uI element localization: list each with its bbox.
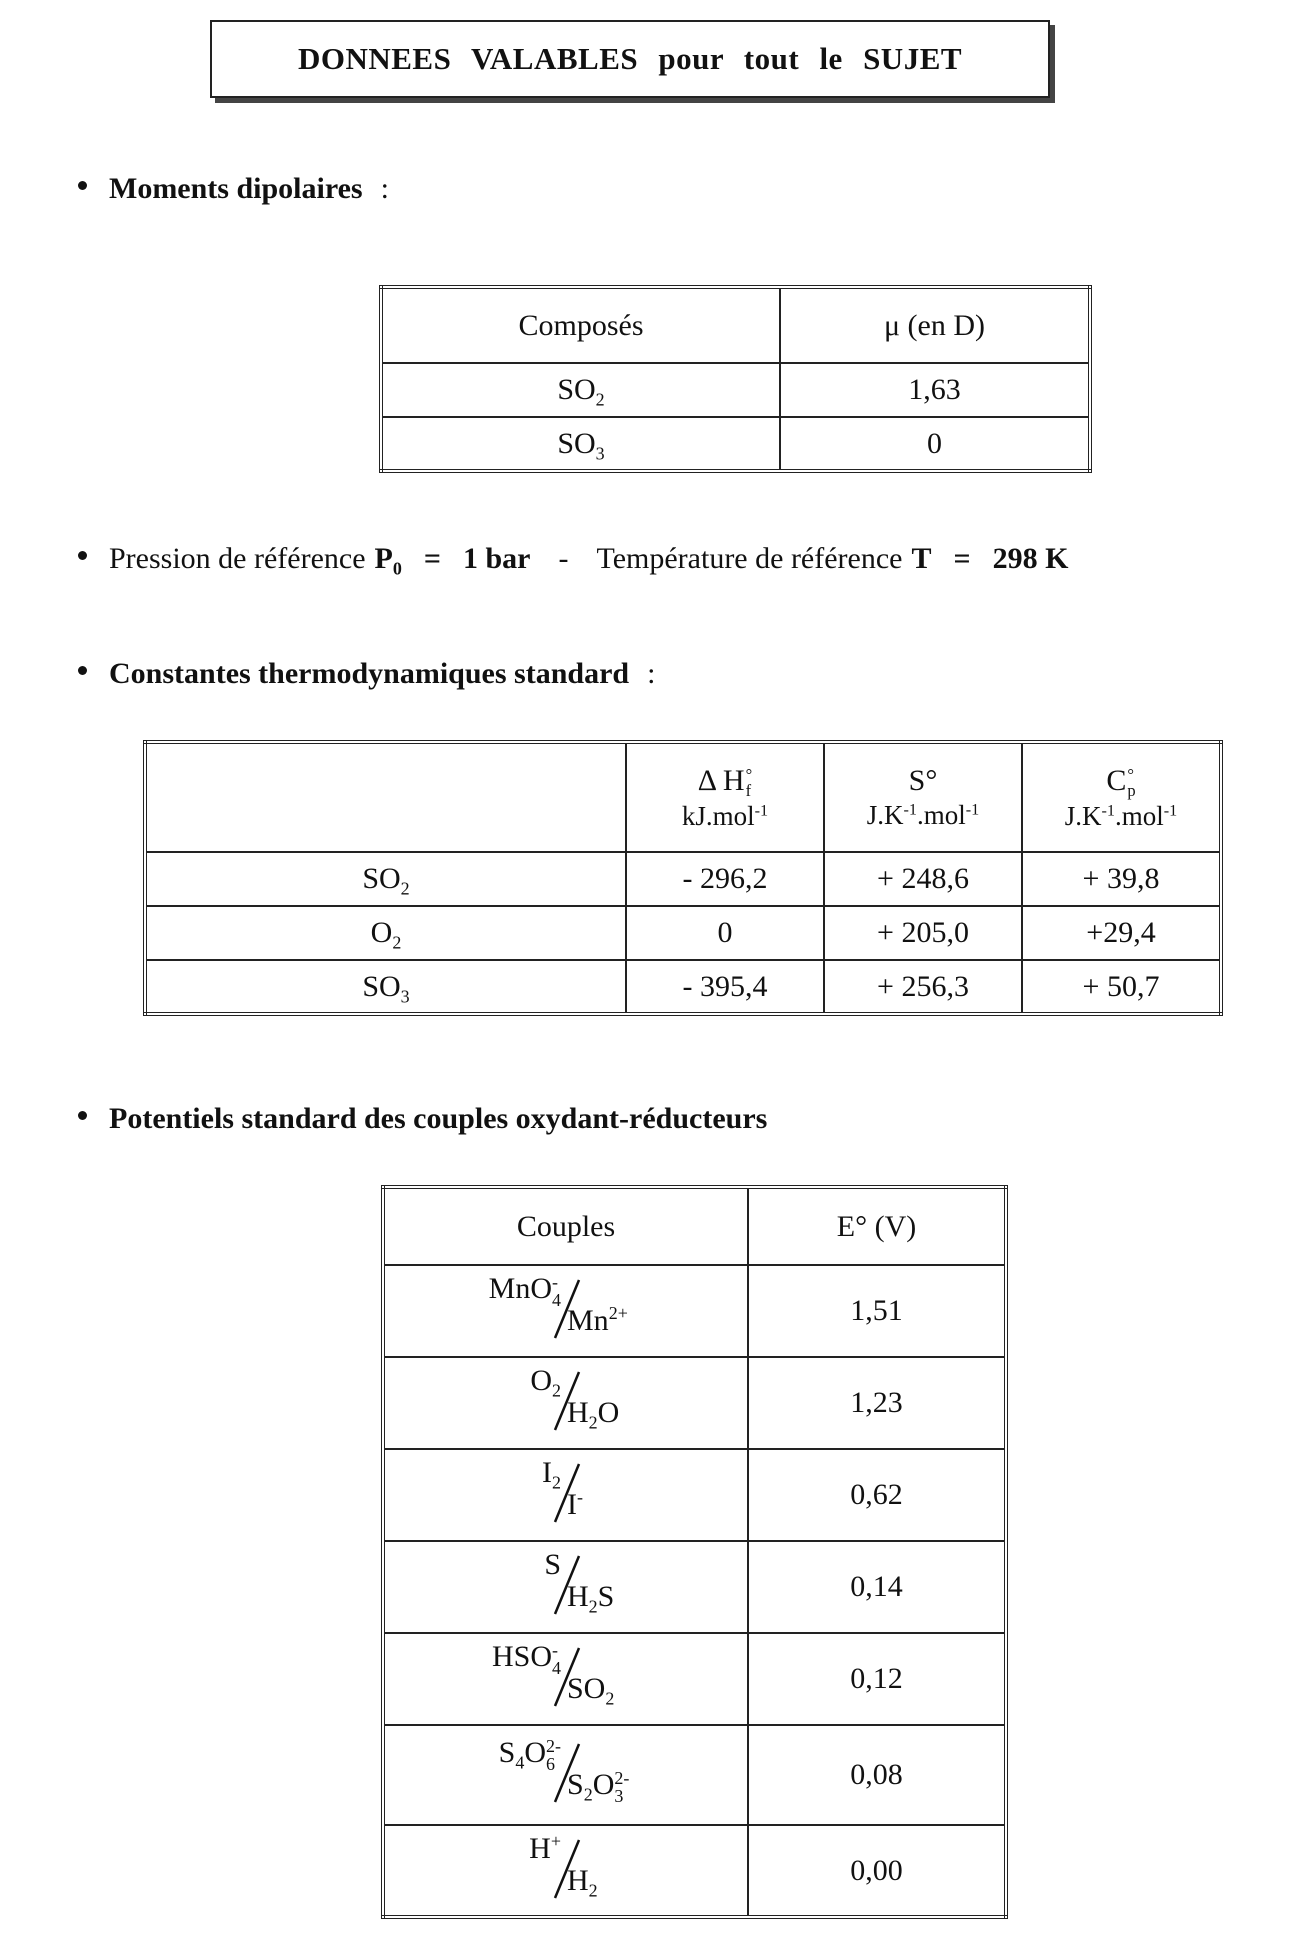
- table-row: [383, 1357, 1006, 1449]
- pressure-symbol: $P_0$: [374, 542, 402, 579]
- redox-couple: $S_4O$ 2- 6 $S_2O$ 2- 3: [498, 1736, 630, 1807]
- redox-couple-cell: [383, 1449, 748, 1541]
- dipole-mu-cell: 0: [780, 417, 1090, 471]
- bullet-dipole: [78, 172, 389, 206]
- thermo-header-cp: C ° p $J.K^{-1}.mol^{-1}$: [1022, 742, 1221, 852]
- dipole-header-mu: μ (en D): [780, 287, 1090, 363]
- redox-couple: $O_2$ $H_2O$: [530, 1364, 620, 1433]
- table-row: [383, 1187, 1006, 1265]
- reference-dash: -: [558, 542, 569, 575]
- redox-couple: $I_2$ I-: [481, 1454, 651, 1528]
- thermo-cp-cell: + 39,8: [1022, 852, 1221, 906]
- dipole-heading: Moments dipolaires: [109, 172, 363, 205]
- table-row: [145, 852, 1221, 906]
- table-row: [381, 363, 1090, 417]
- redox-couple-cell: [383, 1825, 748, 1917]
- redox-table: [381, 1185, 1008, 1919]
- thermo-heading: Constantes thermodynamiques standard: [109, 657, 630, 690]
- dipole-compound-cell: $SO_3$: [381, 417, 780, 471]
- table-row: [383, 1541, 1006, 1633]
- redox-couple-cell: [383, 1541, 748, 1633]
- redox-couple-cell: [383, 1265, 748, 1357]
- temperature-label: Température de référence: [596, 542, 903, 575]
- redox-couple: HSO - 4 $SO_2$: [491, 1640, 615, 1709]
- thermo-species-cell: $SO_2$: [145, 852, 626, 906]
- thermo-dh-cell: - 395,4: [626, 960, 824, 1014]
- thermo-heading-sep: :: [647, 657, 656, 690]
- bullet-dot-icon: [78, 1111, 87, 1120]
- redox-e-cell: 0,08: [748, 1725, 1006, 1825]
- pressure-equals: =: [423, 542, 441, 575]
- bullet-dot-icon: [78, 551, 87, 560]
- thermo-species-cell: $O_2$: [145, 906, 626, 960]
- redox-couple-cell: [383, 1633, 748, 1725]
- thermo-header-empty: [145, 742, 626, 852]
- table-row: [383, 1825, 1006, 1917]
- thermo-cp-cell: + 50,7: [1022, 960, 1221, 1014]
- redox-couple-cell: [383, 1357, 748, 1449]
- table-row: [383, 1633, 1006, 1725]
- table-row: [145, 906, 1221, 960]
- temperature-equals: =: [953, 542, 971, 575]
- table-row: [145, 742, 1221, 852]
- bullet-redox: [78, 1102, 767, 1136]
- thermo-cp-cell: +29,4: [1022, 906, 1221, 960]
- redox-couple: MnO - 4 $Mn^{2+}$: [481, 1270, 651, 1344]
- redox-e-cell: 0,00: [748, 1825, 1006, 1917]
- thermo-s-cell: + 248,6: [824, 852, 1022, 906]
- table-row: [383, 1725, 1006, 1825]
- thermo-species-cell: $SO_3$: [145, 960, 626, 1014]
- redox-e-cell: 1,23: [748, 1357, 1006, 1449]
- table-row: [383, 1449, 1006, 1541]
- dipole-header-compound: Composés: [381, 287, 780, 363]
- thermo-s-cell: + 205,0: [824, 906, 1022, 960]
- title-box: [210, 20, 1050, 98]
- table-row: [383, 1265, 1006, 1357]
- redox-e-cell: 0,12: [748, 1633, 1006, 1725]
- redox-heading: Potentiels standard des couples oxydant-réducteurs: [109, 1102, 768, 1135]
- redox-e-cell: 1,51: [748, 1265, 1006, 1357]
- redox-couple-cell: [383, 1725, 748, 1825]
- table-row: [381, 417, 1090, 471]
- bullet-reference: [78, 542, 1069, 579]
- table-row: [145, 960, 1221, 1014]
- dipole-mu-cell: 1,63: [780, 363, 1090, 417]
- temperature-value: 298 K: [992, 542, 1069, 575]
- redox-couple: H+ $H_2$: [529, 1830, 598, 1900]
- dipole-heading-sep: :: [380, 172, 389, 205]
- thermo-header-dh: Δ H ° f kJ.mol$^{-1}$: [626, 742, 824, 852]
- pressure-value: 1 bar: [462, 542, 531, 575]
- thermo-header-s: S° $J.K^{-1}.mol^{-1}$: [824, 742, 1022, 852]
- redox-e-cell: 0,62: [748, 1449, 1006, 1541]
- temperature-symbol: T: [911, 542, 932, 575]
- bullet-thermo: [78, 657, 655, 691]
- thermo-dh-cell: - 296,2: [626, 852, 824, 906]
- redox-couple: S $H_2S$: [544, 1548, 615, 1617]
- bullet-dot-icon: [78, 666, 87, 675]
- thermo-s-cell: + 256,3: [824, 960, 1022, 1014]
- page-title: DONNEES VALABLES pour tout le SUJET: [297, 41, 963, 76]
- table-row: [381, 287, 1090, 363]
- redox-e-cell: 0,14: [748, 1541, 1006, 1633]
- thermo-dh-cell: 0: [626, 906, 824, 960]
- pressure-label: Pression de référence: [109, 542, 366, 575]
- dipole-compound-cell: $SO_2$: [381, 363, 780, 417]
- redox-header-couples: Couples: [383, 1187, 748, 1265]
- bullet-dot-icon: [78, 181, 87, 190]
- redox-header-e: E° (V): [748, 1187, 1006, 1265]
- thermo-table: [143, 740, 1223, 1016]
- dipole-table: [379, 285, 1092, 473]
